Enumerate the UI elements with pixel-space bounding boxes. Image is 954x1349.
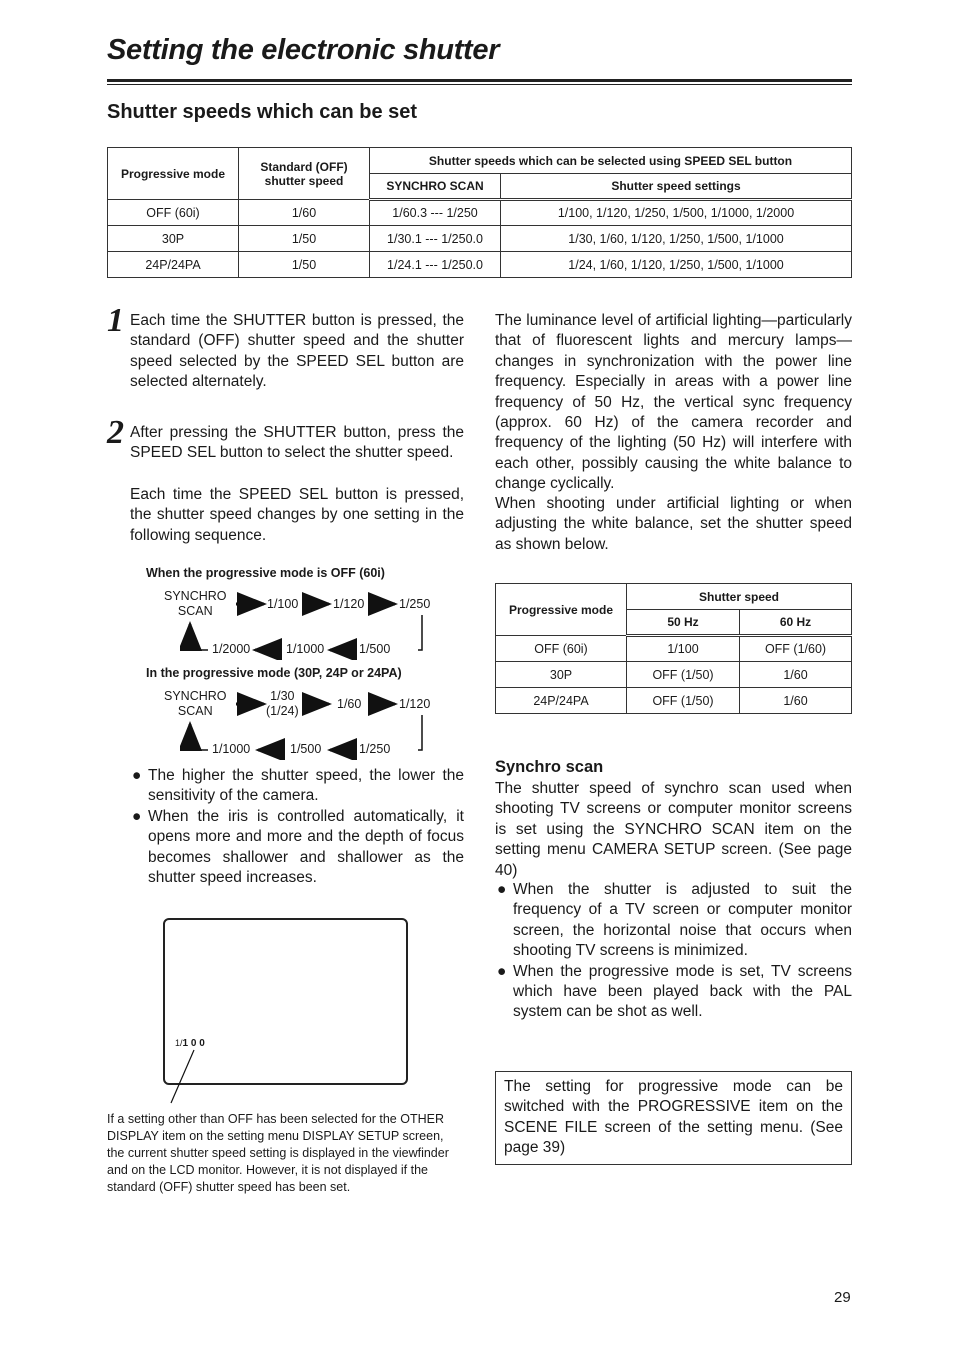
cell-settings: 1/30, 1/60, 1/120, 1/250, 1/500, 1/1000 <box>501 226 852 252</box>
callout-line <box>168 1048 198 1106</box>
table-row <box>108 252 852 278</box>
step-2-text-b: Each time the SPEED SEL button is pressed, the shutter speed changes by one setting in the following sequence. <box>130 486 464 544</box>
header-speed-settings: Shutter speed settings <box>501 174 852 200</box>
synchro-scan-text: The shutter speed of synchro scan used when shooting TV screens or computer monitor screens is set using the SYNCHRO SCAN item on the setting menu CAMERA SETUP screen. (See page 40) <box>495 780 852 879</box>
step-1-text: Each time the SHUTTER button is pressed, the standard (OFF) shutter speed and the shutter speed selected by the SPEED SEL button are selected alternately. <box>130 312 464 391</box>
synchro-bullet-list <box>495 880 852 1023</box>
lighting-paragraph-2: When shooting under artificial lighting or when adjusting the white balance, set the shutter speed as shown below. <box>495 495 852 553</box>
cell-settings: 1/100, 1/120, 1/250, 1/500, 1/1000, 1/2000 <box>501 200 852 226</box>
header-standard-speed: Standard (OFF) shutter speed <box>239 148 370 200</box>
page-number: 29 <box>834 1289 851 1306</box>
cell-synchro: 1/30.1 --- 1/250.0 <box>370 226 501 252</box>
cell-60hz: 1/60 <box>740 662 852 688</box>
header-60hz: 60 Hz <box>740 610 852 636</box>
header-50hz: 50 Hz <box>627 610 740 636</box>
section-heading: Shutter speeds which can be set <box>107 101 418 123</box>
cell-50hz: OFF (1/50) <box>627 688 740 714</box>
bullet-text: When the progressive mode is set, TV screens which have been played back with the PAL system can be shot as well. <box>513 962 852 1021</box>
flow-step: 1/60 <box>337 697 362 711</box>
cell-mode: OFF (60i) <box>108 200 239 226</box>
synchro-label: SYNCHRO <box>164 689 227 703</box>
header-progressive-mode: Progressive mode <box>496 584 627 636</box>
bullet-icon: ● <box>497 962 507 980</box>
header-progressive-mode: Progressive mode <box>108 148 239 200</box>
cell-50hz: 1/100 <box>627 636 740 662</box>
table-row <box>496 636 852 662</box>
list-item <box>495 962 852 1023</box>
flow-step: 1/1000 <box>286 642 325 656</box>
cell-synchro: 1/24.1 --- 1/250.0 <box>370 252 501 278</box>
title-rule-thin <box>107 84 852 85</box>
cell-standard: 1/50 <box>239 226 370 252</box>
table-row <box>108 226 852 252</box>
bullet-text: The higher the shutter speed, the lower the sensitivity of the camera. <box>148 767 464 805</box>
cell-mode: 24P/24PA <box>496 688 627 714</box>
cell-synchro: 1/60.3 --- 1/250 <box>370 200 501 226</box>
bullet-text: When the iris is controlled automatically, it opens more and more and the depth of focus becomes shallower and shallower as the shutter speed increases. <box>148 807 464 887</box>
flow-step: 1/2000 <box>212 642 251 656</box>
step-number-1: 1 <box>107 302 124 339</box>
bullet-icon: ● <box>132 767 142 784</box>
flow-step: 1/250 <box>359 742 391 756</box>
page-title: Setting the electronic shutter <box>107 34 500 66</box>
list-item <box>130 807 464 889</box>
cell-mode: OFF (60i) <box>496 636 627 662</box>
cell-mode: 30P <box>496 662 627 688</box>
viewfinder-display <box>163 918 408 1085</box>
bullet-text: When the shutter is adjusted to suit the frequency of a TV screen or computer monitor screen, the horizontal noise that occurs when shooting TV screens is minimized. <box>513 881 852 960</box>
lighting-shutter-table <box>495 583 852 714</box>
readout-prefix: 1/ <box>175 1038 183 1048</box>
table-row <box>496 662 852 688</box>
header-speed-sel: Shutter speeds which can be selected using SPEED SEL button <box>370 148 852 174</box>
bullet-icon: ● <box>132 807 142 825</box>
scan-label: SCAN <box>177 604 213 618</box>
flow-step: (1/24) <box>266 704 299 718</box>
readout-value: 1 0 0 <box>182 1038 205 1049</box>
cell-standard: 1/60 <box>239 200 370 226</box>
list-item <box>130 766 464 807</box>
list-item <box>495 880 852 962</box>
flow-step: 1/120 <box>399 697 431 711</box>
diagram-2-label: In the progressive mode (30P, 24P or 24PA) <box>146 666 402 680</box>
flow-step: 1/1000 <box>212 742 251 756</box>
left-bullet-list <box>130 766 464 888</box>
cell-50hz: OFF (1/50) <box>627 662 740 688</box>
diagram-2-arrows <box>180 690 440 760</box>
flow-step: 1/250 <box>399 597 431 611</box>
diagram-1-arrows <box>180 590 440 660</box>
synchro-scan-heading: Synchro scan <box>495 758 604 776</box>
flow-step: 1/100 <box>267 597 299 611</box>
display-caption: If a setting other than OFF has been selected for the OTHER DISPLAY item on the setting menu DISPLAY SETUP screen, the current shutter speed setting is displayed in the viewfinder and on the LCD monitor. However, it is not displayed if the standard (OFF) shutter speed has been set. <box>107 1112 449 1194</box>
scan-label: SCAN <box>177 704 213 718</box>
diagram-1-label: When the progressive mode is OFF (60i) <box>146 566 385 580</box>
shutter-speeds-table <box>107 147 852 278</box>
cell-mode: 24P/24PA <box>108 252 239 278</box>
step-number-2: 2 <box>107 414 124 451</box>
title-rule <box>107 79 852 82</box>
flow-step: 1/30 <box>270 689 295 703</box>
cell-mode: 30P <box>108 226 239 252</box>
header-shutter-speed: Shutter speed <box>627 584 852 610</box>
table-row <box>108 200 852 226</box>
cell-standard: 1/50 <box>239 252 370 278</box>
header-synchro-scan: SYNCHRO SCAN <box>370 174 501 200</box>
synchro-label: SYNCHRO <box>164 589 227 603</box>
lighting-paragraph: The luminance level of artificial lighting—particularly that of fluorescent lights and mercury lamps—changes in synchronization with the power line frequency. Especially in areas with a power line frequency of 50 Hz, the vertical sync frequency (approx. 60 Hz) of the camera recorder and frequency of the lighting (50 Hz) will interfere with each other, possibly causing the white balance to change cyclically. <box>495 312 852 493</box>
flow-step: 1/120 <box>333 597 365 611</box>
table-row <box>496 688 852 714</box>
progressive-note-box: The setting for progressive mode can be switched with the PROGRESSIVE item on the SCENE FILE screen of the setting menu. (See page 39) <box>495 1071 852 1165</box>
step-2-text-a: After pressing the SHUTTER button, press the SPEED SEL button to select the shutter speed. <box>130 424 464 462</box>
cell-60hz: 1/60 <box>740 688 852 714</box>
bullet-icon: ● <box>497 881 507 898</box>
flow-step: 1/500 <box>359 642 391 656</box>
cell-60hz: OFF (1/60) <box>740 636 852 662</box>
cell-settings: 1/24, 1/60, 1/120, 1/250, 1/500, 1/1000 <box>501 252 852 278</box>
flow-step: 1/500 <box>290 742 322 756</box>
